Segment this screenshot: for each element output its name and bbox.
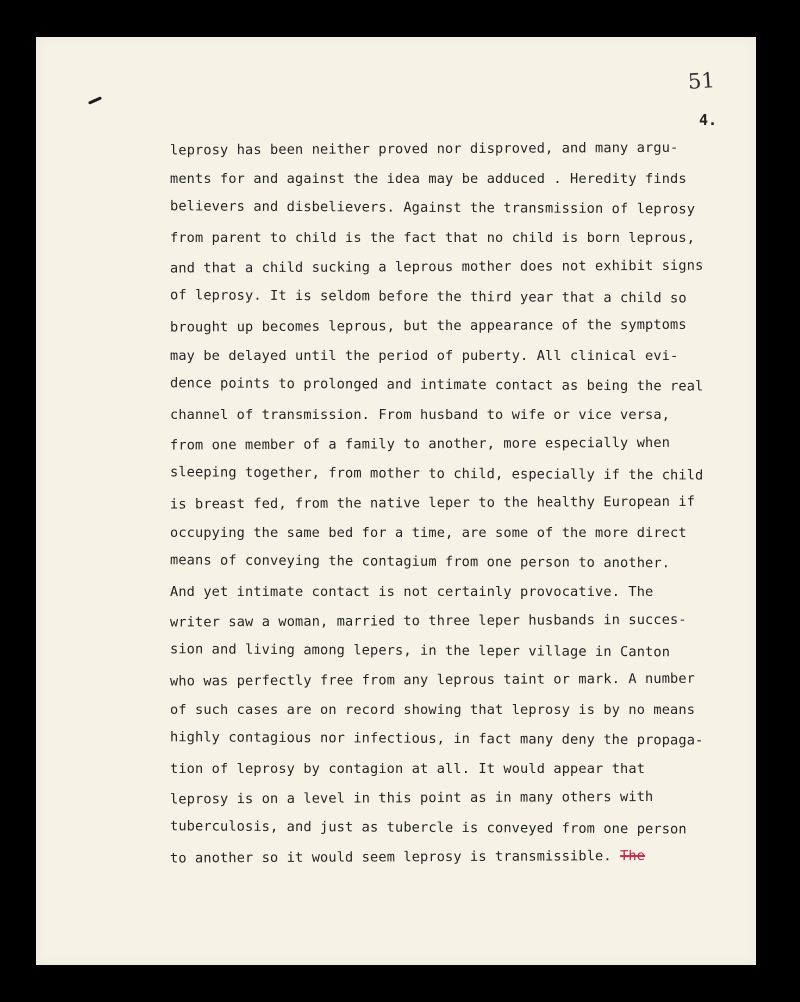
text-line: leprosy is on a level in this point as in many others with (169, 788, 654, 808)
struck-word: The (620, 848, 646, 865)
text-line: of leprosy. It is seldom before the third year that a child so (169, 286, 687, 306)
body-text (170, 135, 740, 873)
text-line: sleeping together, from mother to child, especially if the child (169, 463, 704, 484)
text-line-last (170, 842, 740, 874)
text-line: dence points to prolonged and intimate contact as being the real (169, 375, 704, 395)
text-line: may be delayed until the period of puberty. All clinical evi- (170, 347, 679, 364)
text-line: brought up becomes leprous, but the appearance of the symptoms (169, 316, 687, 336)
text-line: who was perfectly free from any leprous taint or mark. A number (169, 670, 696, 690)
text-line: writer saw a woman, married to three leper husbands in succes- (169, 611, 687, 631)
tick-mark (88, 96, 102, 104)
text-line: sion and living among lepers, in the leper village in Canton (169, 640, 671, 660)
text-line: means of conveying the contagium from one person to another. (169, 552, 671, 572)
text-line: channel of transmission. From husband to wife or vice versa, (170, 406, 671, 423)
text-line: believers and disbelievers. Against the transmission of leprosy (169, 198, 696, 218)
document-page (36, 37, 756, 965)
text-line: from parent to child is the fact that no child is born leprous, (170, 229, 696, 246)
text-line: tuberculosis, and just as tubercle is conveyed from one person (169, 817, 687, 837)
page-number: 4. (699, 111, 718, 129)
archive-number: 51 (687, 68, 716, 94)
text-line: ments for and against the idea may be adduced . Heredity finds (170, 170, 687, 187)
last-line-text: to another so it would seem leprosy is transmissible. (169, 848, 612, 867)
text-line: and that a child sucking a leprous mother does not exhibit signs (169, 257, 704, 277)
text-line: tion of leprosy by contagion at all. It would appear that (170, 760, 646, 777)
text-line: is breast fed, from the native leper to the healthy European if (169, 493, 696, 513)
text-line: of such cases are on record showing that leprosy is by no means (170, 701, 696, 718)
text-line: And yet intimate contact is not certainly provocative. The (170, 583, 654, 600)
text-line: occupying the same bed for a time, are some of the more direct (170, 524, 687, 541)
text-line: from one member of a family to another, more especially when (169, 434, 671, 454)
text-line: leprosy has been neither proved nor disproved, and many argu- (169, 139, 679, 159)
text-line: highly contagious nor infectious, in fact many deny the propaga- (169, 729, 704, 749)
